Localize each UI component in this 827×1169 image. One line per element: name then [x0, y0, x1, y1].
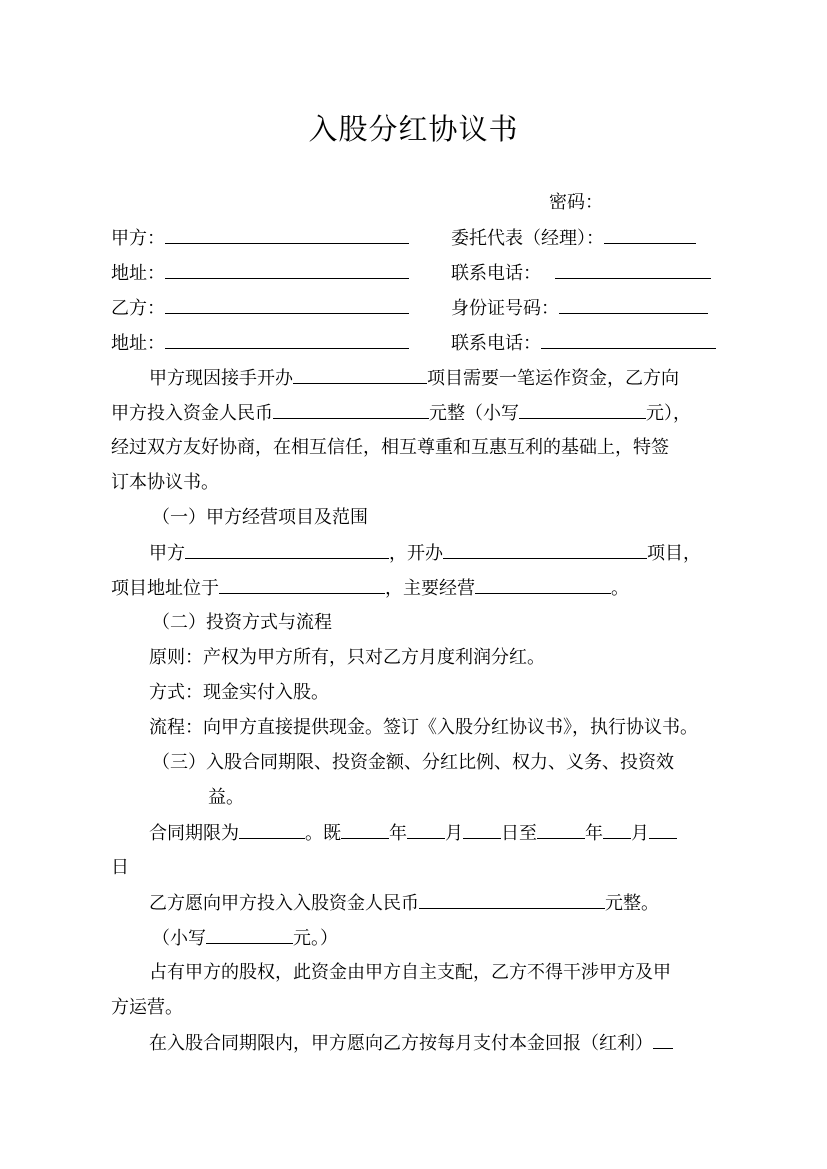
party-b-address-label: 地址：: [111, 333, 165, 354]
section-1-text: 甲方: [149, 543, 185, 564]
end-month-blank[interactable]: [603, 820, 631, 839]
party-b-label: 乙方：: [111, 298, 165, 319]
id-row: [451, 295, 708, 321]
party-a-phone-label: 联系电话：: [451, 263, 541, 284]
party-b-phone-blank[interactable]: [541, 330, 716, 349]
party-b-phone-row: [451, 330, 716, 356]
section-1-line-2: [111, 575, 629, 601]
intro-text: 项目需要一笔运作资金，乙方向: [427, 368, 679, 389]
capital-small-blank[interactable]: [519, 400, 646, 419]
process-line: 流程：向甲方直接提供现金。签订《入股分红协议书》，执行协议书。: [149, 717, 698, 738]
investment-text: （小写: [152, 928, 206, 949]
document-title: 入股分红协议书: [308, 112, 519, 146]
term-line-end: 日: [111, 857, 129, 878]
party-a-phone-row: [451, 260, 711, 286]
id-label: 身份证号码：: [451, 298, 559, 319]
password-label: 密码：: [549, 192, 603, 213]
method-line: 方式：现金实付入股。: [149, 682, 329, 703]
delegate-blank[interactable]: [604, 225, 696, 244]
dividend-line: [149, 1030, 673, 1056]
investment-text: 乙方愿向甲方投入入股资金人民币: [149, 893, 419, 914]
term-text: 日至: [501, 823, 537, 844]
term-text: 。既: [305, 823, 341, 844]
section-1-line-1: [149, 540, 701, 566]
party-a-label: 甲方：: [111, 228, 165, 249]
project-blank[interactable]: [293, 365, 427, 384]
intro-text: 元），: [646, 403, 691, 424]
intro-line-2: [111, 400, 691, 426]
section-1-heading: （一）甲方经营项目及范围: [152, 507, 368, 528]
term-line: [149, 820, 677, 846]
start-day-blank[interactable]: [463, 820, 501, 839]
investment-text: 元。）: [293, 928, 338, 949]
intro-line-1: [149, 365, 679, 391]
term-text: 月: [631, 823, 649, 844]
intro-line-3: 经过双方友好协商，在相互信任，相互尊重和互惠互利的基础上，特签: [111, 437, 669, 458]
dividend-blank[interactable]: [653, 1030, 673, 1049]
end-day-blank[interactable]: [649, 820, 677, 839]
party-b-address-blank[interactable]: [165, 330, 409, 349]
equity-line-2: 方运营。: [111, 997, 183, 1018]
section-1-text: ，主要经营: [385, 578, 475, 599]
term-text: 年: [389, 823, 407, 844]
party-b-address-row: [111, 330, 409, 356]
section-2-heading: （二）投资方式与流程: [152, 612, 332, 633]
party-a-blank[interactable]: [165, 225, 409, 244]
intro-text: 甲方现因接手开办: [149, 368, 293, 389]
main-business-blank[interactable]: [475, 575, 611, 594]
section-1-text: 。: [611, 578, 629, 599]
capital-amount-blank[interactable]: [273, 400, 429, 419]
start-month-blank[interactable]: [407, 820, 445, 839]
id-blank[interactable]: [559, 295, 708, 314]
investment-amount-blank[interactable]: [419, 890, 605, 909]
investment-small-line: [152, 925, 338, 951]
party-a-address-blank[interactable]: [165, 260, 409, 279]
section-1-text: 项目，: [647, 543, 701, 564]
party-b-row: [111, 295, 409, 321]
delegate-row: [451, 225, 696, 251]
dividend-text: 在入股合同期限内，甲方愿向乙方按每月支付本金回报（红利）: [149, 1033, 653, 1054]
project-address-blank[interactable]: [219, 575, 385, 594]
principle-line: 原则：产权为甲方所有，只对乙方月度利润分红。: [149, 647, 545, 668]
party-a-address-label: 地址：: [111, 263, 165, 284]
term-text: 年: [585, 823, 603, 844]
section-3-heading: （三）入股合同期限、投资金额、分红比例、权力、义务、投资效: [152, 752, 674, 773]
section-1-text: ，开办: [389, 543, 443, 564]
end-year-blank[interactable]: [537, 820, 585, 839]
party-b-phone-label: 联系电话：: [451, 333, 541, 354]
investment-small-blank[interactable]: [206, 925, 293, 944]
party-a-phone-blank[interactable]: [555, 260, 711, 279]
party-a-address-row: [111, 260, 409, 286]
section-1-text: 项目地址位于: [111, 578, 219, 599]
investment-line: [149, 890, 659, 916]
delegate-label: 委托代表（经理）：: [451, 228, 604, 249]
intro-text: 甲方投入资金人民币: [111, 403, 273, 424]
term-text: 月: [445, 823, 463, 844]
section-3-heading-cont: 益。: [208, 787, 244, 808]
party-a-row: [111, 225, 409, 251]
party-b-blank[interactable]: [165, 295, 409, 314]
term-text: 合同期限为: [149, 823, 239, 844]
intro-line-4: 订本协议书。: [111, 472, 219, 493]
party-a-name-blank[interactable]: [185, 540, 389, 559]
start-year-blank[interactable]: [341, 820, 389, 839]
intro-text: 元整（小写: [429, 403, 519, 424]
equity-line-1: 占有甲方的股权，此资金由甲方自主支配，乙方不得干涉甲方及甲: [149, 962, 671, 983]
term-length-blank[interactable]: [239, 820, 305, 839]
project-name-blank[interactable]: [443, 540, 647, 559]
investment-text: 元整。: [605, 893, 659, 914]
